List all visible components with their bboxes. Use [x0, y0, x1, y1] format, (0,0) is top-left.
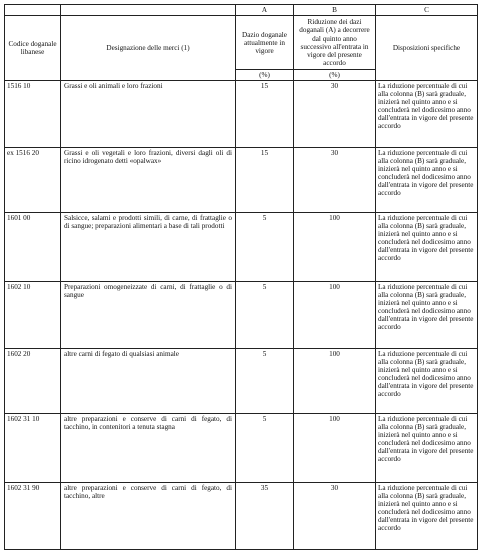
- row-provisions: La riduzione percentuale di cui alla colonna (B) sarà graduale, inizierà nel quinto anno e si concluderà nel dodicesimo anno dall'entrata in vigore del presente accordo: [376, 282, 478, 349]
- row-reduction: 100: [294, 413, 376, 482]
- table-row: [5, 282, 478, 349]
- duty-heading: Dazio doganale attualmente in vigore: [236, 16, 294, 70]
- row-reduction: 30: [294, 148, 376, 213]
- table-row: [5, 213, 478, 282]
- column-letter-b: B: [294, 5, 376, 16]
- tariff-table: [4, 4, 478, 550]
- row-duty: 5: [236, 413, 294, 482]
- row-reduction: 100: [294, 349, 376, 414]
- table-row: [5, 349, 478, 414]
- blank-cell: [5, 5, 61, 16]
- table-row: [5, 148, 478, 213]
- provisions-heading: Disposizioni specifiche: [376, 16, 478, 81]
- row-description: Grassi e oli animali e loro frazioni: [61, 81, 236, 148]
- row-code: ex 1516 20: [5, 148, 61, 213]
- row-description: altre carni di fegato di qualsiasi animale: [61, 349, 236, 414]
- row-description: Salsicce, salami e prodotti simili, di carne, di frattaglie o di sangue; preparazioni alimentari a base di tali prodotti: [61, 213, 236, 282]
- row-provisions: La riduzione percentuale di cui alla colonna (B) sarà graduale, inizierà nel quinto anno e si concluderà nel dodicesimo anno dall'entrata in vigore del presente accordo: [376, 349, 478, 414]
- row-duty: 35: [236, 482, 294, 549]
- row-code: 1602 31 10: [5, 413, 61, 482]
- column-letter-a: A: [236, 5, 294, 16]
- row-code: 1602 20: [5, 349, 61, 414]
- column-letter-c: C: [376, 5, 478, 16]
- table-row: [5, 482, 478, 549]
- reduction-heading: Riduzione dei dazi doganali (A) a decorrere dal quinto anno successivo all'entrata in vigore del presente accordo: [294, 16, 376, 70]
- row-provisions: La riduzione percentuale di cui alla colonna (B) sarà graduale, inizierà nel quinto anno e si concluderà nel dodicesimo anno dall'entrata in vigore del presente accordo: [376, 413, 478, 482]
- row-description: altre preparazioni e conserve di carni di fegato, di tacchino, in contenitori a tenuta stagna: [61, 413, 236, 482]
- row-code: 1516 10: [5, 81, 61, 148]
- table-row: [5, 81, 478, 148]
- row-duty: 5: [236, 282, 294, 349]
- row-code: 1601 00: [5, 213, 61, 282]
- row-reduction: 100: [294, 282, 376, 349]
- row-code: 1602 10: [5, 282, 61, 349]
- code-heading: Codice doganale libanese: [5, 16, 61, 81]
- blank-cell: [61, 5, 236, 16]
- row-duty: 5: [236, 349, 294, 414]
- row-reduction: 30: [294, 81, 376, 148]
- row-code: 1602 31 90: [5, 482, 61, 549]
- column-letter-row: [5, 5, 478, 16]
- column-heading-row: [5, 16, 478, 70]
- reduction-unit: (%): [294, 70, 376, 81]
- row-duty: 5: [236, 213, 294, 282]
- row-description: altre preparazioni e conserve di carni di fegato, di tacchino, altre: [61, 482, 236, 549]
- table-body: [5, 5, 478, 550]
- table-row: [5, 413, 478, 482]
- description-heading: Designazione delle merci (1): [61, 16, 236, 81]
- row-description: Preparazioni omogeneizzate di carni, di frattaglie o di sangue: [61, 282, 236, 349]
- duty-unit: (%): [236, 70, 294, 81]
- row-reduction: 100: [294, 213, 376, 282]
- row-description: Grassi e oli vegetali e loro frazioni, diversi dagli oli di ricino idrogenato detti «opalwax»: [61, 148, 236, 213]
- row-provisions: La riduzione percentuale di cui alla colonna (B) sarà graduale, inizierà nel quinto anno e si concluderà nel dodicesimo anno dall'entrata in vigore del presente accordo: [376, 213, 478, 282]
- row-provisions: La riduzione percentuale di cui alla colonna (B) sarà graduale, inizierà nel quinto anno e si concluderà nel dodicesimo anno dall'entrata in vigore del presente accordo: [376, 81, 478, 148]
- row-provisions: La riduzione percentuale di cui alla colonna (B) sarà graduale, inizierà nel quinto anno e si concluderà nel dodicesimo anno dall'entrata in vigore del presente accordo: [376, 482, 478, 549]
- row-duty: 15: [236, 81, 294, 148]
- row-duty: 15: [236, 148, 294, 213]
- row-provisions: La riduzione percentuale di cui alla colonna (B) sarà graduale, inizierà nel quinto anno e si concluderà nel dodicesimo anno dall'entrata in vigore del presente accordo: [376, 148, 478, 213]
- row-reduction: 30: [294, 482, 376, 549]
